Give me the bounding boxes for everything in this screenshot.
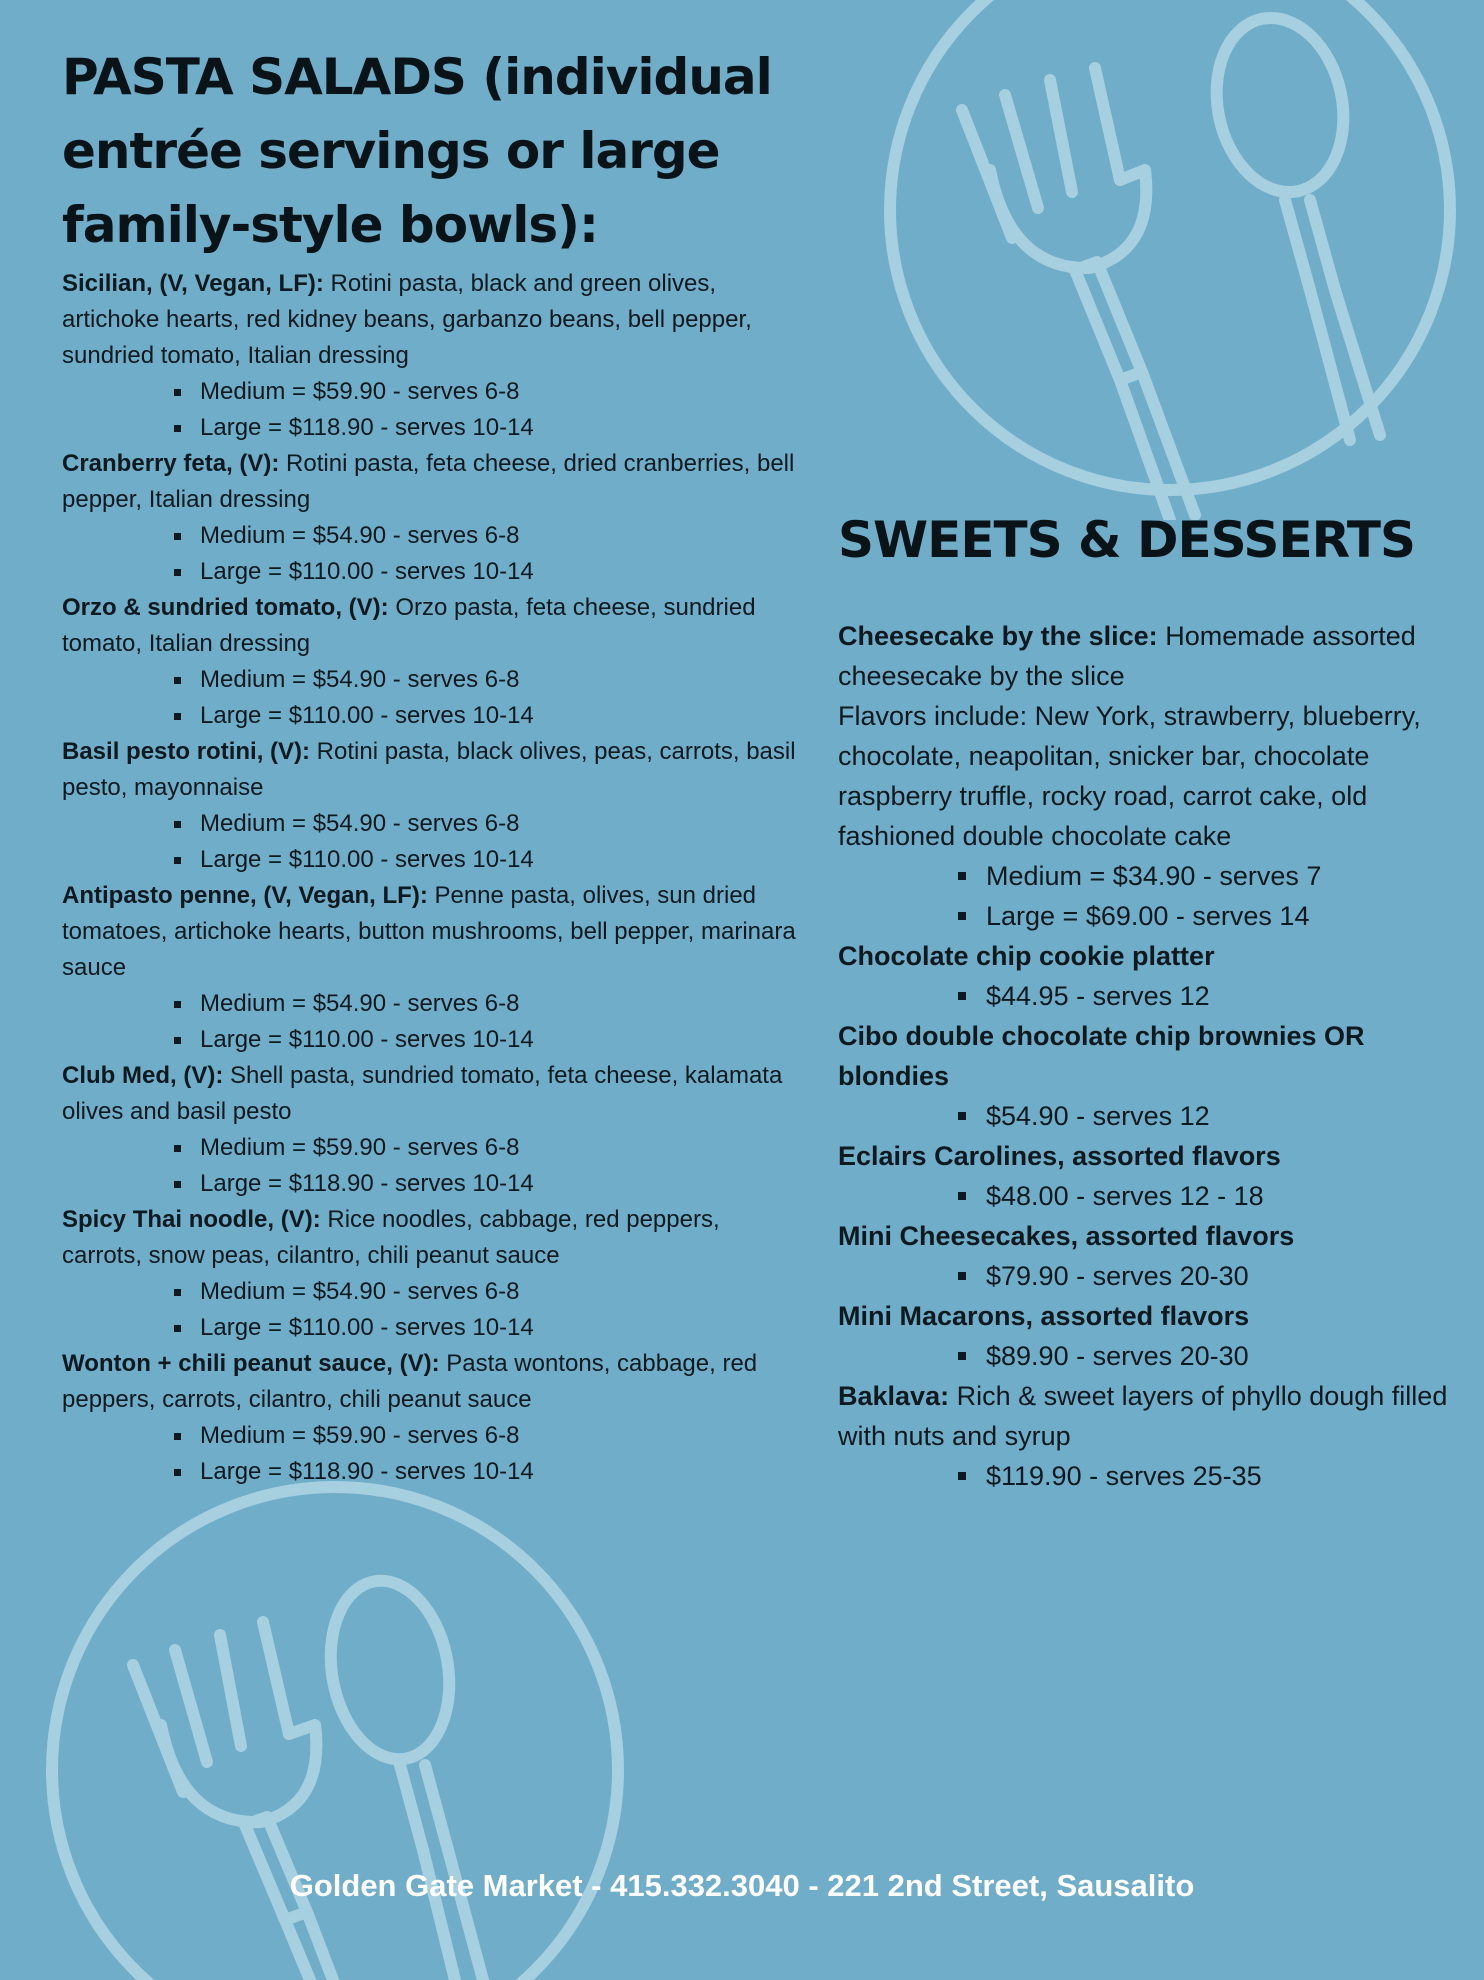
menu-item-name: Baklava: xyxy=(838,1381,950,1411)
price-text: Large = $118.90 - serves 10-14 xyxy=(200,1170,534,1197)
sweets-desserts-section xyxy=(838,508,1458,1496)
price-list xyxy=(62,518,802,590)
menu-item xyxy=(838,1136,1458,1216)
price-option xyxy=(838,1336,1458,1376)
price-list xyxy=(62,806,802,878)
menu-item xyxy=(838,1296,1458,1376)
menu-item xyxy=(62,590,802,734)
menu-item xyxy=(62,1202,802,1346)
pasta-salads-title: PASTA SALADS (individual entrée servings or large family-style bowls): xyxy=(62,48,772,254)
price-option xyxy=(62,1130,802,1166)
price-text: $89.90 - serves 20-30 xyxy=(986,1341,1249,1371)
price-text: Medium = $54.90 - serves 6-8 xyxy=(200,1278,520,1305)
price-text: Medium = $59.90 - serves 6-8 xyxy=(200,1134,520,1161)
price-option xyxy=(62,518,802,554)
price-text: Medium = $59.90 - serves 6-8 xyxy=(200,378,520,405)
menu-item xyxy=(838,936,1458,1016)
menu-item-description: Rotini pasta, black and green olives, artichoke hearts, red kidney beans, garbanzo beans, bell pepper, sundried tomato, Italian dressing xyxy=(62,270,752,369)
fork-spoon-plate-icon xyxy=(880,0,1460,520)
menu-item-description-line xyxy=(62,446,802,518)
menu-item-name: Eclairs Carolines, assorted flavors xyxy=(838,1141,1281,1171)
price-text: Medium = $54.90 - serves 6-8 xyxy=(200,990,520,1017)
price-option xyxy=(62,698,802,734)
menu-item-description-line xyxy=(838,1016,1458,1096)
menu-item-description: Rich & sweet layers of phyllo dough filled with nuts and syrup xyxy=(838,1381,1448,1451)
price-text: Large = $110.00 - serves 10-14 xyxy=(200,1314,534,1341)
price-option xyxy=(62,1166,802,1202)
price-list xyxy=(62,986,802,1058)
sweets-desserts-title: SWEETS & DESSERTS xyxy=(838,511,1415,569)
price-option xyxy=(62,986,802,1022)
price-option xyxy=(62,1310,802,1346)
price-list xyxy=(838,856,1458,936)
menu-item-description-line xyxy=(62,590,802,662)
price-option xyxy=(838,976,1458,1016)
price-list xyxy=(838,1256,1458,1296)
menu-item-name: Cibo double chocolate chip brownies OR blondies xyxy=(838,1021,1365,1091)
menu-item xyxy=(62,446,802,590)
pasta-salads-section xyxy=(62,40,802,1490)
price-text: Large = $118.90 - serves 10-14 xyxy=(200,1458,534,1485)
menu-item xyxy=(62,1058,802,1202)
price-option xyxy=(62,1274,802,1310)
price-list xyxy=(838,976,1458,1016)
menu-item-description-line xyxy=(838,1216,1458,1256)
menu-item xyxy=(62,1346,802,1490)
price-text: Medium = $54.90 - serves 6-8 xyxy=(200,810,520,837)
menu-item-name: Cheesecake by the slice: xyxy=(838,621,1158,651)
menu-item-description-line xyxy=(838,1296,1458,1336)
price-list xyxy=(838,1096,1458,1136)
price-option xyxy=(838,1096,1458,1136)
price-option xyxy=(62,662,802,698)
menu-item xyxy=(838,1016,1458,1136)
price-list xyxy=(838,1336,1458,1376)
menu-item-description-line xyxy=(838,936,1458,976)
menu-item-description-line xyxy=(838,1136,1458,1176)
price-option xyxy=(838,1176,1458,1216)
menu-item-name: Sicilian, (V, Vegan, LF): xyxy=(62,270,324,297)
price-text: Large = $110.00 - serves 10-14 xyxy=(200,846,534,873)
price-option xyxy=(62,374,802,410)
price-list xyxy=(62,1418,802,1490)
menu-item-name: Mini Cheesecakes, assorted flavors xyxy=(838,1221,1295,1251)
menu-item-description: Shell pasta, sundried tomato, feta cheese, kalamata olives and basil pesto xyxy=(62,1062,783,1125)
menu-item-flavors: Flavors include: New York, strawberry, blueberry, chocolate, neapolitan, snicker bar, chocolate raspberry truffle, rocky road, carrot cake, old fashioned double chocolate cake xyxy=(838,701,1421,851)
price-text: Large = $118.90 - serves 10-14 xyxy=(200,414,534,441)
price-text: $54.90 - serves 12 xyxy=(986,1101,1210,1131)
footer-contact: Golden Gate Market - 415.332.3040 - 221 2nd Street, Sausalito xyxy=(289,1868,1195,1903)
menu-item xyxy=(838,1216,1458,1296)
menu-item xyxy=(838,616,1458,936)
menu-item-description-line xyxy=(62,1058,802,1130)
menu-item-name: Wonton + chili peanut sauce, (V): xyxy=(62,1350,440,1377)
menu-item xyxy=(62,734,802,878)
menu-item-name: Basil pesto rotini, (V): xyxy=(62,738,311,765)
price-option xyxy=(838,1456,1458,1496)
menu-item-name: Antipasto penne, (V, Vegan, LF): xyxy=(62,882,428,909)
menu-item-name: Chocolate chip cookie platter xyxy=(838,941,1215,971)
menu-item-description-line xyxy=(62,734,802,806)
price-text: Large = $110.00 - serves 10-14 xyxy=(200,1026,534,1053)
price-option xyxy=(62,1454,802,1490)
price-text: Large = $110.00 - serves 10-14 xyxy=(200,702,534,729)
menu-item-description-line xyxy=(62,266,802,374)
price-text: $79.90 - serves 20-30 xyxy=(986,1261,1249,1291)
price-text: $48.00 - serves 12 - 18 xyxy=(986,1181,1264,1211)
price-option xyxy=(62,1022,802,1058)
price-option xyxy=(838,896,1458,936)
price-option xyxy=(62,1418,802,1454)
menu-item-description-line xyxy=(62,1346,802,1418)
menu-item-description: Homemade assorted cheesecake by the slice xyxy=(838,621,1416,691)
price-option xyxy=(62,842,802,878)
menu-item-description: Orzo pasta, feta cheese, sundried tomato, Italian dressing xyxy=(62,594,756,657)
price-text: Medium = $54.90 - serves 6-8 xyxy=(200,522,520,549)
price-list xyxy=(62,1274,802,1346)
menu-item-description: Rotini pasta, feta cheese, dried cranberries, bell pepper, Italian dressing xyxy=(62,450,795,513)
pasta-salads-list xyxy=(62,266,802,1490)
price-text: Large = $110.00 - serves 10-14 xyxy=(200,558,534,585)
menu-item-name: Orzo & sundried tomato, (V): xyxy=(62,594,389,621)
price-text: Medium = $34.90 - serves 7 xyxy=(986,861,1322,891)
price-text: $119.90 - serves 25-35 xyxy=(986,1461,1262,1491)
price-option xyxy=(62,410,802,446)
price-list xyxy=(62,662,802,734)
menu-item-description-line xyxy=(838,616,1458,696)
menu-item xyxy=(62,266,802,446)
price-option xyxy=(838,856,1458,896)
menu-item-description: Penne pasta, olives, sun dried tomatoes, artichoke hearts, button mushrooms, bell pepper, marinara sauce xyxy=(62,882,796,981)
price-list xyxy=(838,1456,1458,1496)
price-text: Medium = $54.90 - serves 6-8 xyxy=(200,666,520,693)
price-option xyxy=(62,806,802,842)
sweets-desserts-list xyxy=(838,616,1458,1496)
menu-item-name: Cranberry feta, (V): xyxy=(62,450,280,477)
menu-item-description: Rotini pasta, black olives, peas, carrots, basil pesto, mayonnaise xyxy=(62,738,796,801)
menu-item xyxy=(838,1376,1458,1496)
menu-item-description-line xyxy=(62,1202,802,1274)
price-text: $44.95 - serves 12 xyxy=(986,981,1210,1011)
menu-item-description: Pasta wontons, cabbage, red peppers, carrots, cilantro, chili peanut sauce xyxy=(62,1350,758,1413)
price-list xyxy=(62,374,802,446)
menu-item xyxy=(62,878,802,1058)
menu-item-name: Mini Macarons, assorted flavors xyxy=(838,1301,1250,1331)
price-list xyxy=(62,1130,802,1202)
price-option xyxy=(62,554,802,590)
price-list xyxy=(838,1176,1458,1216)
price-option xyxy=(838,1256,1458,1296)
price-text: Large = $69.00 - serves 14 xyxy=(986,901,1310,931)
price-text: Medium = $59.90 - serves 6-8 xyxy=(200,1422,520,1449)
menu-item-name: Spicy Thai noodle, (V): xyxy=(62,1206,321,1233)
menu-item-description-line xyxy=(838,1376,1458,1456)
menu-item-description-line xyxy=(62,878,802,986)
menu-item-name: Club Med, (V): xyxy=(62,1062,224,1089)
menu-item-description: Rice noodles, cabbage, red peppers, carrots, snow peas, cilantro, chili peanut sauce xyxy=(62,1206,720,1269)
